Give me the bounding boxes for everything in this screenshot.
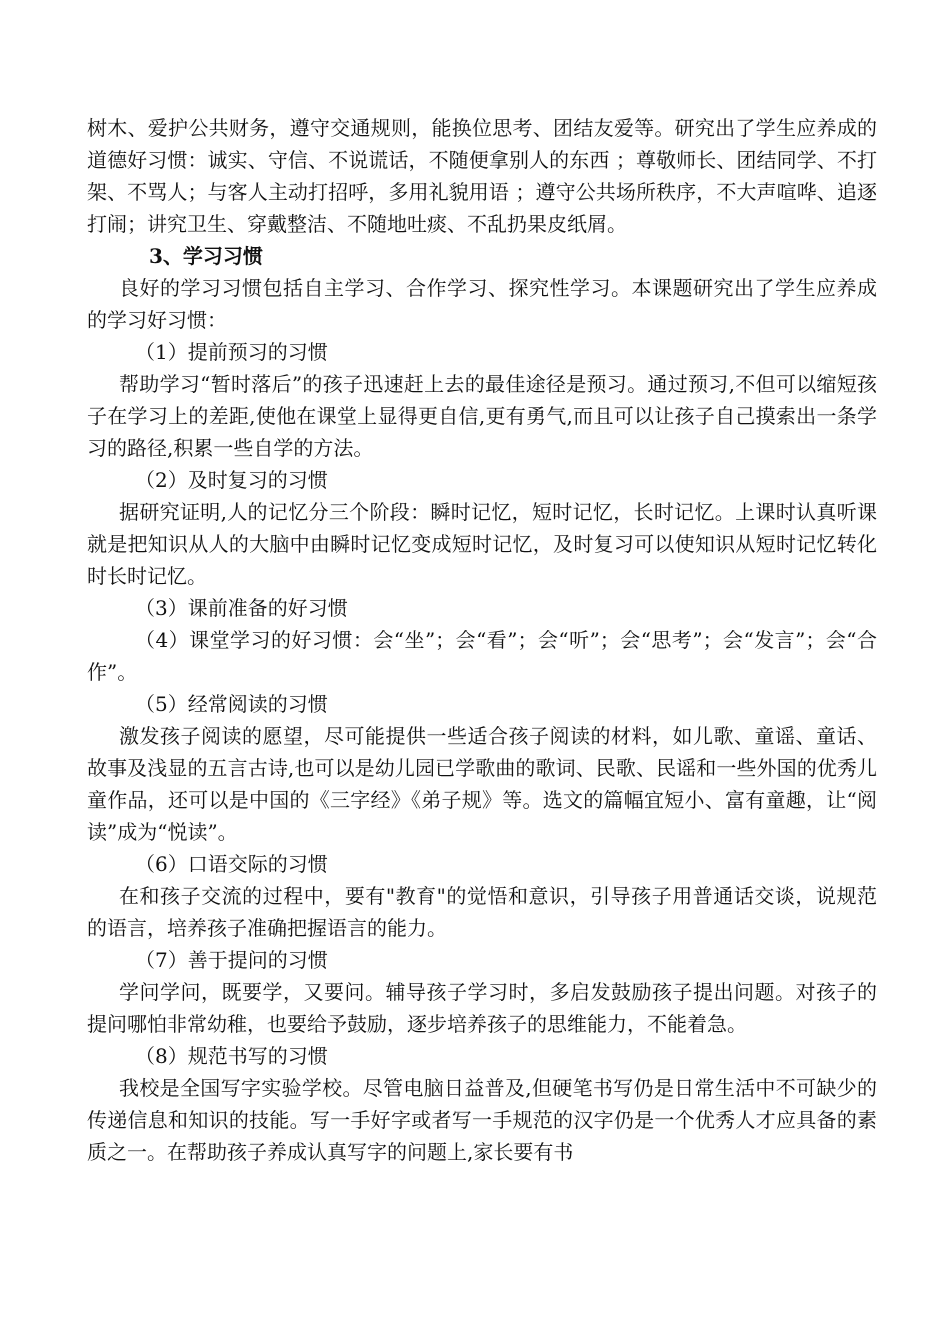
item-title-preparation: （3）课前准备的好习惯 [135, 596, 348, 620]
item-title-review: （2）及时复习的习惯 [135, 468, 328, 492]
section-heading: 3、学习习惯 [149, 244, 263, 268]
item-body-reading: 激发孩子阅读的愿望，尽可能提供一些适合孩子阅读的材料，如儿歌、童谣、童话、故事及浅显的五言古诗,也可以是幼儿园已学歌曲的歌词、民歌、民谣和一些外国的优秀儿童作品，还可以是中国的《三字经》《弟子规》等。选文的篇幅宜短小、富有童趣，让“阅读”成为“悦读”。 [87, 724, 877, 844]
intro-paragraph: 树木、爱护公共财务，遵守交通规则，能换位思考、团结友爱等。研究出了学生应养成的道德好习惯：诚实、守信、不说谎话，不随便拿别人的东西 ；尊敬师长、团结同学、不打架、不骂人；与客人主动打招呼，多用礼貌用语 ；遵守公共场所秩序，不大声喧哗、追逐打闹；讲究卫生、穿戴整洁、不随地吐痰、不乱扔果皮纸屑。 [87, 116, 877, 236]
item-body-review: 据研究证明,人的记忆分三个阶段：瞬时记忆，短时记忆，长时记忆。上课时认真听课就是把知识从人的大脑中由瞬时记忆变成短时记忆，及时复习可以使知识从短时记忆转化时长时记忆。 [87, 500, 877, 588]
item-title-oral: （6）口语交际的习惯 [135, 852, 328, 876]
document-page [87, 112, 877, 1168]
item-title-questioning: （7）善于提问的习惯 [135, 948, 328, 972]
item-body-oral: 在和孩子交流的过程中，要有"教育"的觉悟和意识，引导孩子用普通话交谈，说规范的语言，培养孩子准确把握语言的能力。 [87, 884, 877, 940]
item-title-reading: （5）经常阅读的习惯 [135, 692, 328, 716]
section-intro-paragraph: 良好的学习习惯包括自主学习、合作学习、探究性学习。本课题研究出了学生应养成的学习好习惯： [87, 276, 877, 332]
item-title-classroom: （4）课堂学习的好习惯：会“坐”；会“看”；会“听”；会“思考”；会“发言”；会“合作”。 [87, 628, 877, 684]
item-title-preview: （1）提前预习的习惯 [135, 340, 328, 364]
item-body-questioning: 学问学问，既要学，又要问。辅导孩子学习时，多启发鼓励孩子提出问题。对孩子的提问哪怕非常幼稚，也要给予鼓励，逐步培养孩子的思维能力，不能着急。 [87, 980, 877, 1036]
item-body-preview: 帮助学习“暂时落后”的孩子迅速赶上去的最佳途径是预习。通过预习,不但可以缩短孩子在学习上的差距,使他在课堂上显得更自信,更有勇气,而且可以让孩子自己摸索出一条学习的路径,积累一些自学的方法。 [87, 372, 877, 460]
item-body-writing: 我校是全国写字实验学校。尽管电脑日益普及,但硬笔书写仍是日常生活中不可缺少的传递信息和知识的技能。写一手好字或者写一手规范的汉字仍是一个优秀人才应具备的素质之一。在帮助孩子养成认真写字的问题上,家长要有书 [87, 1076, 877, 1164]
item-title-writing: （8）规范书写的习惯 [135, 1044, 328, 1068]
